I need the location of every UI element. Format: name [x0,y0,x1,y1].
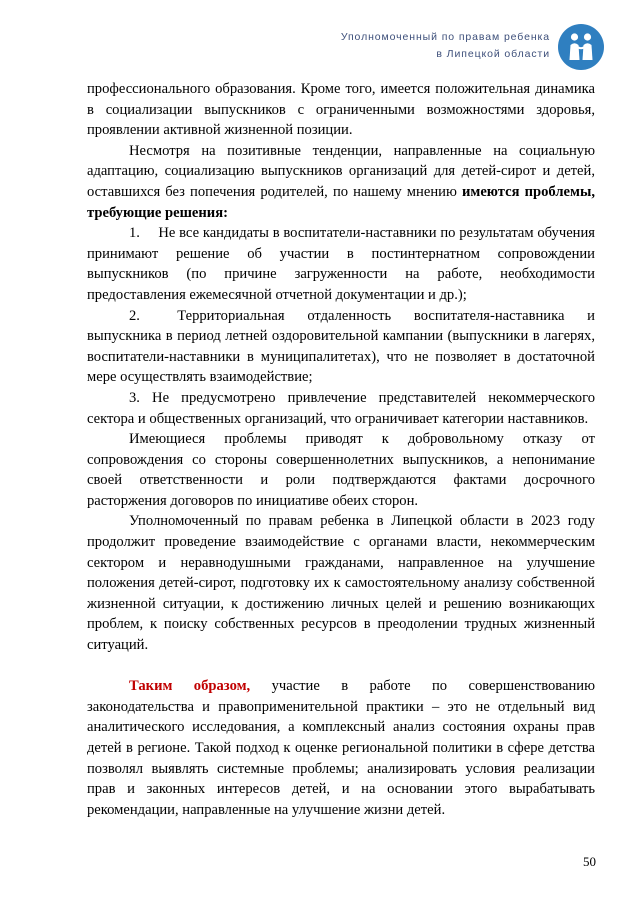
header-line-2: в Липецкой области [436,48,550,60]
paragraph-2-text: Несмотря на позитивные тенденции, направленные на социальную адаптацию, социализацию выпускников организаций для детей-сирот и детей, оставшихся без попечения родителей, по нашему мнению [87,142,595,200]
list-item-2 [87,306,595,388]
paragraph-2 [87,141,595,223]
page-number: 50 [583,854,596,869]
paragraph-5 [87,676,595,820]
page-body [87,79,595,820]
list-item-1-text: Не все кандидаты в воспитатели-наставники по результатам обучения принимают решение об участии в постинтернатном сопровождении выпускников (по причине загруженности на работе, необходимости предоставления ежемесячной отчетной документации и др.); [87,225,595,303]
paragraph-1: профессионального образования. Кроме того, имеется положительная динамика в социализации выпускников с ограниченными возможностями здоровья, проявлении активной жизненной позиции. [87,81,595,139]
header-line-1: Уполномоченный по правам ребенка [340,31,550,43]
paragraph-3: Имеющиеся проблемы приводят к добровольному отказу от сопровождения со стороны совершеннолетних выпускников, а непонимание своей ответственности и роли подтверждаются фактами досрочного расторжения договоров по инициативе обеих сторон. [87,431,595,509]
list-item-1 [87,223,595,305]
paragraph-5-highlight: Таким образом, [129,678,251,695]
paragraph-5-text: участие в работе по совершенствованию законодательства и правоприменительной практики – это не отдельный вид аналитического исследования, а комплексный анализ состояния охраны прав детей в регионе. Такой подход к оценке региональной политики в сфере детства позволял выявлять системные проблемы; анализировать условия реализации прав и законных интересов детей, и на основании этого вырабатывать рекомендации, направленные на улучшение жизни детей. [87,678,595,818]
list-item-2-text: Территориальная отдаленность воспитателя-наставника и выпускника в период летней оздоровительной кампании (выпускники в лагерях, воспитатели-наставники в муниципалитетах), что не позволяет в достаточной мере осуществлять взаимодействие; [87,307,595,386]
paragraph-4: Уполномоченный по правам ребенка в Липецкой области в 2023 году продолжит проведение взаимодействие с органами власти, некоммерческим сектором и неравнодушными гражданами, направленное на улучшение положения детей-сирот, подготовку их к самостоятельному анализу собственной жизненной ситуации, к достижению личных целей и решению возникающих проблем, к поиску собственных ресурсов в преодолении трудных жизненный ситуаций. [87,513,595,654]
list-item-2-number: 2. [129,307,140,324]
header-org-name [341,29,550,63]
page-header [341,24,604,70]
list-item-3: 3. Не предусмотрено привлечение представителей некоммерческого сектора и общественных организаций, что ограничивает категории наставников. [87,389,595,427]
children-logo-icon [558,24,604,70]
paragraph-2-bold: имеются проблемы, требующие решения: [87,183,596,221]
list-item-1-number: 1. [129,225,140,242]
